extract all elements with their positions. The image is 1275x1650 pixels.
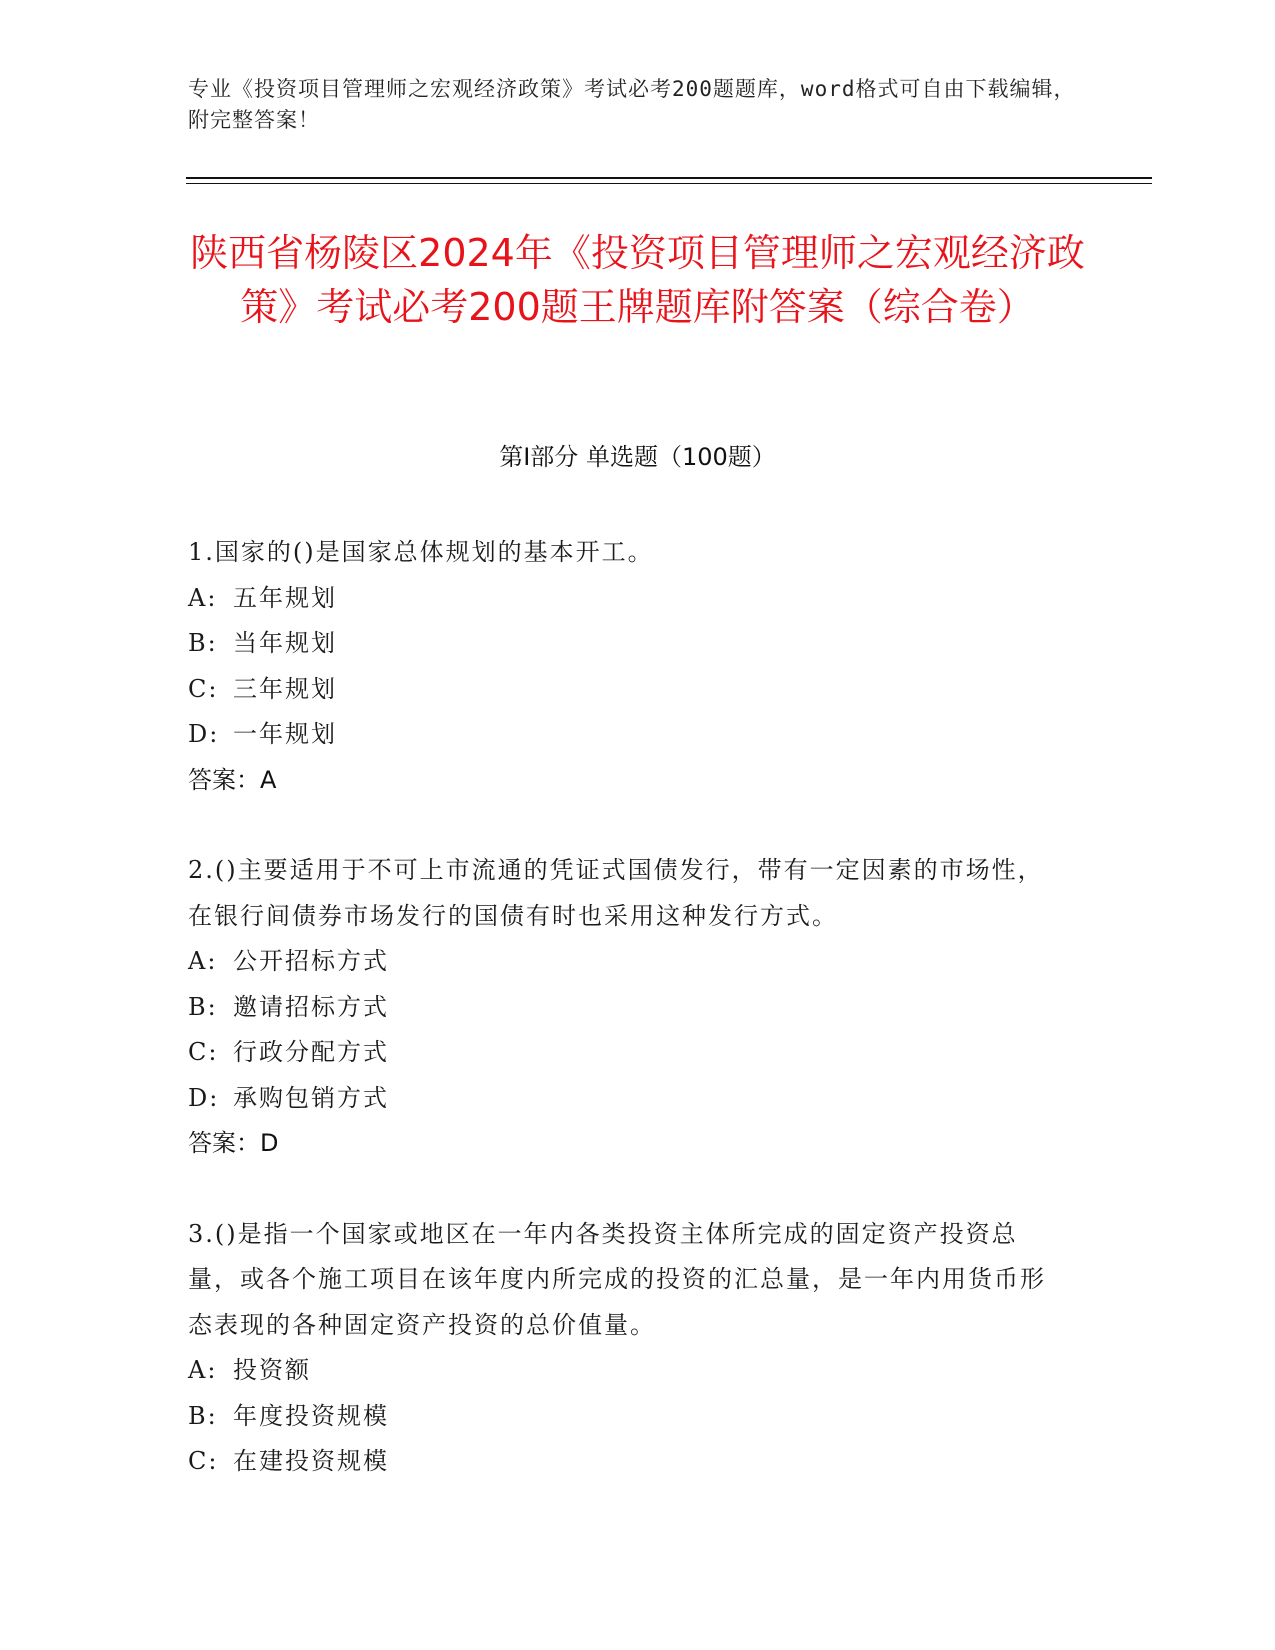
option-d	[188, 1076, 1068, 1122]
section-title: 第I部分 单选题（100题）	[499, 443, 776, 471]
question-3	[188, 1212, 1068, 1485]
question-stem: 1.国家的()是国家总体规划的基本开工。	[188, 538, 654, 566]
option-text: 承购包销方式	[233, 1083, 389, 1112]
option-key: C:	[188, 1447, 219, 1475]
option-key: D:	[188, 720, 220, 748]
option-text: 行政分配方式	[233, 1038, 389, 1066]
option-a	[188, 576, 1068, 622]
option-text: 投资额	[233, 1356, 311, 1384]
question-list	[188, 530, 1068, 1530]
answer: 答案：D	[188, 1129, 279, 1157]
header-note: 专业《投资项目管理师之宏观经济政策》考试必考200题题库，word格式可自由下载编辑，附完整答案！	[188, 77, 1076, 132]
option-c	[188, 1439, 1068, 1485]
answer: 答案：A	[188, 765, 277, 794]
question-1	[188, 530, 1068, 803]
option-key: A:	[188, 947, 218, 975]
option-key: D:	[188, 1083, 220, 1112]
option-text: 在建投资规模	[233, 1447, 389, 1475]
option-a	[188, 1348, 1068, 1394]
option-key: A:	[188, 583, 218, 612]
option-key: A:	[188, 1356, 218, 1384]
header-rule-thin	[186, 183, 1152, 184]
option-text: 公开招标方式	[233, 947, 389, 975]
option-key: B:	[188, 992, 218, 1021]
option-b	[188, 985, 1068, 1031]
option-d	[188, 712, 1068, 758]
option-b	[188, 1394, 1068, 1440]
question-2	[188, 848, 1068, 1167]
document-title: 陕西省杨陵区2024年《投资项目管理师之宏观经济政策》考试必考200题王牌题库附答案（综合卷）	[190, 231, 1085, 329]
option-key: C:	[188, 674, 219, 703]
option-c	[188, 667, 1068, 713]
option-text: 年度投资规模	[233, 1401, 389, 1430]
option-c	[188, 1030, 1068, 1076]
option-text: 邀请招标方式	[233, 992, 389, 1021]
question-stem: 3.()是指一个国家或地区在一年内各类投资主体所完成的固定资产投资总量，或各个施工项目在该年度内所完成的投资的汇总量，是一年内用货币形态表现的各种固定资产投资的总价值量。	[188, 1219, 1046, 1339]
header-rule-thick	[186, 177, 1152, 179]
option-key: B:	[188, 629, 218, 657]
option-key: C:	[188, 1038, 219, 1066]
option-text: 一年规划	[233, 720, 337, 748]
option-b	[188, 621, 1068, 667]
option-a	[188, 939, 1068, 985]
option-text: 五年规划	[233, 583, 337, 612]
question-stem: 2.()主要适用于不可上市流通的凭证式国债发行，带有一定因素的市场性，在银行间债券市场发行的国债有时也采用这种发行方式。	[188, 856, 1044, 930]
option-text: 三年规划	[233, 674, 337, 703]
option-text: 当年规划	[233, 629, 337, 657]
option-key: B:	[188, 1401, 218, 1430]
